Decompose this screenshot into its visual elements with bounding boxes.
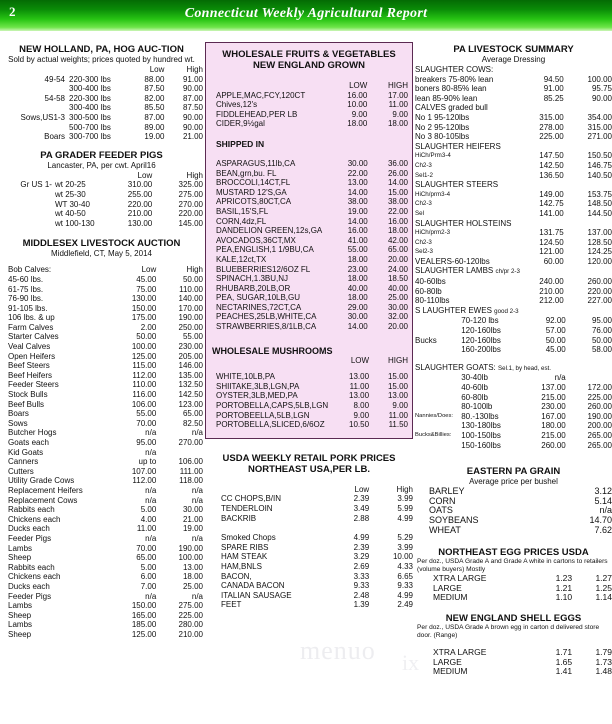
table-row: BACON, 3.33 6.65 bbox=[221, 571, 413, 581]
table-row: VEALERS-60-120lbs 60.00 120.00 bbox=[415, 256, 612, 266]
table-row: PORTOBELLA,CAPS,5LB,LGN 8.00 9.00 bbox=[216, 401, 408, 411]
livestock-title: PA LIVESTOCK SUMMARY bbox=[453, 44, 574, 55]
table-row: Open Heifers 125.00 205.00 bbox=[8, 351, 203, 361]
shipped-in-label: SHIPPED IN bbox=[216, 138, 265, 149]
middlesex-title: MIDDLESEX LIVESTOCK AUCTION bbox=[22, 238, 181, 250]
table-row: 70-120 lbs 92.00 95.00 bbox=[461, 316, 612, 326]
egg-usda-note: Per doz., USDA Grade A and Grade A white in cartons to retailers (volume buyers) Mostly bbox=[417, 558, 608, 574]
fruits-veg-title: WHOLESALE FRUITS & VEGETABLES bbox=[222, 49, 396, 60]
table-header-row bbox=[205, 485, 413, 495]
table-row: Canners up to 106.00 bbox=[8, 457, 203, 467]
table-row: WHITE,10LB,PA 13.00 15.00 bbox=[216, 372, 408, 382]
table-row: Cutters 107.00 111.00 bbox=[8, 466, 203, 476]
group-label-row bbox=[415, 306, 612, 317]
page-body bbox=[0, 36, 612, 724]
table-row: Sel2-3 121.00 124.25 bbox=[415, 247, 612, 257]
page-number: 2 bbox=[9, 4, 16, 19]
table-row: PEA,ENGLISH,1 1/9BU,CA 55.00 65.00 bbox=[216, 245, 408, 255]
table-row: No 2 95-120lbs 278.00 315.00 bbox=[415, 122, 612, 132]
table-row: 40-60lb 137.00 172.00 bbox=[461, 383, 612, 392]
table-row: LARGE 1.21 1.25 bbox=[433, 582, 612, 593]
egg-usda-title: NORTHEAST EGG PRICES USDA bbox=[438, 547, 589, 559]
table-row: 106 lbs. & up 175.00 190.00 bbox=[8, 313, 203, 323]
fruits-veg-subtitle: NEW ENGLAND GROWN bbox=[253, 60, 365, 71]
col-head-high: HIGH bbox=[388, 81, 408, 90]
table-row: 300-400 lbs 87.50 90.00 bbox=[69, 84, 203, 94]
table-row: HiCh/prm2-3 131.75 137.00 bbox=[415, 228, 612, 238]
feeder-pigs-table bbox=[0, 171, 203, 229]
ewes-table bbox=[415, 306, 612, 355]
table-row: Smoked Chops 4.99 5.29 bbox=[221, 533, 413, 543]
table-row: Chickens each 4.00 21.00 bbox=[8, 514, 203, 524]
table-row: 150-160lbs 260.00 265.00 bbox=[461, 440, 612, 450]
feeder-pigs-title: PA GRADER FEEDER PIGS bbox=[40, 149, 163, 161]
table-row: Bucks&Billies: 100-150lbs 215.00 265.00 bbox=[415, 430, 612, 440]
table-row: CORN,4dz,FL 14.00 16.00 bbox=[216, 216, 408, 226]
table-row: wt 25-30 255.00 275.00 bbox=[54, 189, 203, 199]
section-feeder-pigs bbox=[0, 150, 203, 229]
watermark-text-2: ix bbox=[402, 650, 420, 675]
col-head-high: High bbox=[186, 65, 203, 74]
group-label-row: SLAUGHTER STEERS bbox=[415, 180, 499, 190]
table-row: SPINACH,1.3BU,NJ 18.00 18.50 bbox=[216, 274, 408, 284]
section-northeast-egg-prices bbox=[415, 547, 612, 603]
table-row: DANDELION GREEN,12s,GA 16.00 18.00 bbox=[216, 226, 408, 236]
table-row: BASIL,15'S,FL 19.00 22.00 bbox=[216, 206, 408, 216]
goats-label: SLAUGHTER GOATS: bbox=[415, 362, 496, 372]
table-row: Sheep 125.00 210.00 bbox=[8, 629, 203, 639]
table-row: 120-160lbs 57.00 76.00 bbox=[461, 326, 612, 336]
col-head-high: High bbox=[186, 265, 203, 275]
ewes-label: S LAUGHTER EWES bbox=[415, 305, 492, 315]
table-row: 500-700 lbs 89.00 90.00 bbox=[69, 122, 203, 132]
table-row: WT 30-40 220.00 270.00 bbox=[54, 199, 203, 209]
table-row: Chickens each 6.00 18.00 bbox=[8, 572, 203, 582]
group-label-row: SLAUGHTER HOLSTEINS bbox=[415, 218, 512, 228]
col-head-weight bbox=[69, 65, 126, 75]
table-row: Ch2-3 142.50 146.75 bbox=[415, 160, 612, 170]
col-head-category: Bob Calves: bbox=[8, 265, 52, 275]
group-label-row bbox=[415, 363, 612, 374]
table-row: BARLEY 3.12 bbox=[429, 486, 612, 497]
table-row: lean 85-90% lean 85.25 90.00 bbox=[415, 93, 612, 103]
table-row: Ducks each 11.00 19.00 bbox=[8, 524, 203, 534]
page-banner bbox=[0, 0, 612, 31]
table-row: Gr US 1- wt 20-25 310.00 325.00 bbox=[20, 180, 203, 190]
table-row: Replacement Heifers n/a n/a bbox=[8, 485, 203, 495]
table-row: OYSTER,3LB,MED,PA 13.00 13.00 bbox=[216, 391, 408, 401]
table-header-row bbox=[0, 265, 203, 275]
table-row: CC CHOPS,B/IN 2.39 3.99 bbox=[221, 494, 413, 504]
right-column bbox=[415, 36, 612, 679]
table-row: TENDERLOIN 3.49 5.99 bbox=[221, 504, 413, 513]
mushrooms-table bbox=[210, 356, 408, 430]
hog-auction-title: NEW HOLLAND, PA, HOG AUC-TION bbox=[19, 44, 184, 55]
col-head-high: High bbox=[186, 170, 203, 180]
table-row: Sheep 65.00 100.00 bbox=[8, 553, 203, 563]
table-row: boners 80-85% lean 91.00 95.75 bbox=[415, 84, 612, 94]
lambs-label: SLAUGHTER LAMBS bbox=[415, 266, 494, 276]
col-head-high: HIGH bbox=[388, 355, 408, 365]
table-row: LARGE 1.65 1.73 bbox=[433, 656, 612, 667]
feeder-pigs-subtitle: Lancaster, PA, per cwt. April16 bbox=[47, 160, 156, 170]
table-row: APRICOTS,80CT,CA 38.00 38.00 bbox=[216, 197, 408, 207]
table-row: PORTOBELLA,SLICED,6/6OZ 10.50 11.50 bbox=[216, 420, 408, 430]
table-row: Beef Heifers 112.00 135.00 bbox=[8, 370, 203, 380]
table-row: Ch2-3 124.50 128.50 bbox=[415, 237, 612, 247]
col-head-class bbox=[0, 65, 69, 75]
table-row: 61-75 lbs. 75.00 110.00 bbox=[8, 284, 203, 294]
table-row: 160-200lbs 45.00 58.00 bbox=[461, 345, 612, 355]
table-row: Veal Calves 100.00 230.00 bbox=[8, 342, 203, 352]
goats-grade-note: Sel.1, by head, est. bbox=[498, 364, 551, 372]
table-row: wt 40-50 210.00 220.00 bbox=[54, 209, 203, 219]
livestock-subtitle: Average Dressing bbox=[481, 55, 546, 64]
table-row: 91-105 lbs. 150.00 170.00 bbox=[8, 303, 203, 313]
table-row: Butcher Hogs n/a n/a bbox=[8, 428, 203, 438]
table-row: 76-90 lbs. 130.00 140.00 bbox=[8, 294, 203, 304]
table-row: SPARE RIBS 2.39 3.99 bbox=[221, 542, 413, 552]
table-row: AVOCADOS,36CT,MX 41.00 42.00 bbox=[216, 235, 408, 245]
table-row: Boars 300-700 lbs 19.00 21.00 bbox=[44, 132, 203, 142]
group-label-row bbox=[415, 266, 612, 277]
table-row: Feeder Pigs n/a n/a bbox=[8, 591, 203, 601]
table-row: Ducks each 7.00 25.00 bbox=[8, 581, 203, 591]
table-row: CIDER,9½gal 18.00 18.00 bbox=[216, 119, 408, 129]
table-row: Rabbits each 5.00 13.00 bbox=[8, 562, 203, 572]
table-row: Sel1-2 136.50 140.50 bbox=[415, 170, 612, 180]
grain-title: EASTERN PA GRAIN bbox=[466, 466, 561, 478]
table-row: 80-100lb 230.00 260.00 bbox=[461, 402, 612, 412]
table-row: Bucks 120-160lbs 50.00 50.00 bbox=[415, 335, 612, 345]
table-row: STRAWBERRIES,8/1LB,CA 14.00 20.00 bbox=[216, 322, 408, 332]
table-row: SHIITAKE,3LB,LGN,PA 11.00 15.00 bbox=[216, 381, 408, 391]
pork-title: USDA WEEKLY RETAIL PORK PRICES bbox=[222, 452, 396, 464]
table-row: RHUBARB,20LB,OR 40.00 40.00 bbox=[216, 283, 408, 293]
table-row: No 1 95-120lbs 315.00 354.00 bbox=[415, 112, 612, 122]
section-middlesex-auction bbox=[0, 238, 203, 639]
table-row: HAM,BNLS 2.69 4.33 bbox=[221, 561, 413, 571]
table-row: Nannies/Does: 80.-130lbs 167.00 190.00 bbox=[415, 411, 612, 421]
table-row: PEA, SUGAR,10LB,GU 18.00 25.00 bbox=[216, 293, 408, 303]
table-row: Chives,12's 10.00 11.00 bbox=[216, 100, 408, 110]
table-row: 49-54 220-300 lbs 88.00 91.00 bbox=[44, 74, 203, 84]
table-row: Rabbits each 5.00 30.00 bbox=[8, 505, 203, 515]
table-row: Goats each 95.00 270.00 bbox=[8, 438, 203, 447]
table-row: PORTOBEELLA,5LB,LGN 9.00 11.00 bbox=[216, 410, 408, 420]
table-row: XTRA LARGE 1.71 1.79 bbox=[433, 646, 612, 657]
table-row: 80-110lbs 212.00 227.00 bbox=[415, 296, 612, 306]
table-row: 45-60 lbs. 45.00 50.00 bbox=[8, 274, 203, 284]
table-row: MEDIUM 1.41 1.48 bbox=[433, 666, 612, 677]
egg-ne-title: NEW ENGLAND SHELL EGGS bbox=[445, 612, 582, 624]
table-row: HAM STEAK 3.29 10.00 bbox=[221, 552, 413, 562]
table-row: OATS n/a bbox=[429, 505, 612, 516]
table-row: MUSTARD 12'S,GA 14.00 15.00 bbox=[216, 187, 408, 197]
grain-table bbox=[415, 487, 612, 535]
table-row: Feeder Pigs n/a n/a bbox=[8, 533, 203, 543]
table-row: 54-58 220-300 lbs 82.00 87.00 bbox=[44, 93, 203, 103]
table-row: WHEAT 7.62 bbox=[429, 524, 612, 535]
col-head-low: Low bbox=[149, 65, 165, 74]
middlesex-table bbox=[0, 265, 203, 639]
section-hog-auction bbox=[0, 44, 203, 142]
hog-auction-table bbox=[0, 65, 203, 142]
table-row: Lambs 150.00 275.00 bbox=[8, 601, 203, 611]
section-pork-prices bbox=[205, 453, 413, 610]
table-row: Beef Bulls 106.00 123.00 bbox=[8, 399, 203, 409]
table-row: Stock Bulls 116.00 142.50 bbox=[8, 390, 203, 400]
table-row: 60-80lb 215.00 225.00 bbox=[461, 392, 612, 402]
col-head-low: Low bbox=[354, 484, 370, 494]
table-header-row bbox=[0, 65, 203, 75]
egg-usda-table bbox=[415, 574, 612, 603]
table-row: Sheep 165.00 225.00 bbox=[8, 610, 203, 620]
mushrooms-title: WHOLESALE MUSHROOMS bbox=[212, 345, 333, 356]
table-row: 60-80lb 210.00 220.00 bbox=[415, 286, 612, 296]
table-row: 40-60lbs 240.00 260.00 bbox=[415, 277, 612, 287]
table-header-row bbox=[0, 171, 203, 181]
group-label-row: SLAUGHTER HEIFERS bbox=[415, 141, 501, 151]
group-label-row: CALVES graded bull bbox=[415, 103, 488, 113]
table-row: CANADA BACON 9.33 9.33 bbox=[221, 581, 413, 591]
table-row: Utility Grade Cows 112.00 118.00 bbox=[8, 476, 203, 486]
table-row: Ch2-3 142.75 148.50 bbox=[415, 199, 612, 209]
table-row: ITALIAN SAUSAGE 2.48 4.99 bbox=[221, 590, 413, 600]
lambs-grade-note: ch/pr 2-3 bbox=[495, 268, 520, 276]
table-row: Farm Calves 2.00 250.00 bbox=[8, 322, 203, 332]
table-row: Sel 141.00 144.50 bbox=[415, 208, 612, 218]
col-head-low: Low bbox=[141, 265, 157, 275]
section-eastern-pa-grain bbox=[415, 466, 612, 535]
fruits-veg-table bbox=[210, 81, 408, 129]
table-row: Boars 55.00 65.00 bbox=[8, 409, 203, 419]
table-row: HiCh/Prm3-4 147.50 150.50 bbox=[415, 151, 612, 161]
table-row: FIDDLEHEAD,PER LB 9.00 9.00 bbox=[216, 109, 408, 119]
table-row: BROCCOLI,14CT,FL 13.00 14.00 bbox=[216, 178, 408, 188]
ewes-grade-note: good 2-3 bbox=[494, 307, 519, 315]
section-pa-livestock bbox=[415, 44, 612, 450]
col-head-low: LOW bbox=[350, 355, 370, 365]
table-row: XTRA LARGE 1.23 1.27 bbox=[433, 573, 612, 584]
table-row: BLUEBERRIES12/6OZ FL 23.00 24.00 bbox=[216, 264, 408, 274]
table-header-row bbox=[210, 81, 408, 91]
pork-subtitle: NORTHEAST USA,PER LB. bbox=[248, 463, 370, 475]
pork-table bbox=[205, 485, 413, 610]
table-row: APPLE,MAC,FCY,120CT 16.00 17.00 bbox=[216, 90, 408, 100]
table-row: 130-180lbs 180.00 200.00 bbox=[461, 421, 612, 431]
goats-table bbox=[415, 363, 612, 450]
middlesex-subtitle: Middlefield, CT, May 5, 2014 bbox=[51, 249, 152, 259]
table-row: Feeder Steers 110.00 132.50 bbox=[8, 380, 203, 390]
table-row: Replacement Cows n/a n/a bbox=[8, 495, 203, 505]
table-row: MEDIUM 1.10 1.14 bbox=[433, 592, 612, 603]
table-row: No 3 80-105lbs 225.00 271.00 bbox=[415, 132, 612, 142]
hog-auction-subtitle: Sold by actual weights; prices quoted by hundred wt. bbox=[8, 55, 195, 64]
col-head-low: LOW bbox=[349, 81, 368, 90]
table-row: Lambs 185.00 280.00 bbox=[8, 620, 203, 630]
table-row: breakers 75-80% lean 94.50 100.00 bbox=[415, 74, 612, 84]
table-row: Beef Steers 115.00 146.00 bbox=[8, 361, 203, 371]
table-row: Sows,US1-3 300-500 lbs 87.00 90.00 bbox=[20, 112, 203, 122]
middle-column bbox=[205, 36, 413, 612]
egg-ne-note: Per doz., USDA Grade A brown egg in carton d delivered store door. (Range) bbox=[417, 623, 600, 639]
table-row: wt 100-130 130.00 145.00 bbox=[54, 218, 203, 228]
table-row: ASPARAGUS,11lb,CA 30.00 36.00 bbox=[216, 158, 408, 168]
table-row: Lambs 70.00 190.00 bbox=[8, 543, 203, 553]
table-row: PEACHES,25LB,WHITE,CA 30.00 32.00 bbox=[216, 312, 408, 322]
watermark-text: menuo bbox=[300, 636, 376, 665]
table-row: BACKRIB 2.88 4.99 bbox=[221, 513, 413, 523]
table-row: BEAN,grn,bu. FL 22.00 26.00 bbox=[216, 168, 408, 178]
grain-subtitle: Average price per bushel bbox=[469, 477, 558, 487]
col-head-high: High bbox=[396, 484, 413, 494]
shipped-in-table bbox=[210, 159, 408, 332]
table-row: Sows 70.00 82.50 bbox=[8, 418, 203, 428]
col-head-low: Low bbox=[137, 170, 153, 180]
egg-ne-table bbox=[415, 648, 612, 677]
table-row: HiCh/prm3-4 149.00 153.75 bbox=[415, 189, 612, 199]
report-title: Connecticut Weekly Agricultural Report bbox=[184, 6, 428, 21]
table-row: Starter Calves 50.00 55.00 bbox=[8, 332, 203, 342]
table-row: CORN 5.14 bbox=[429, 495, 612, 506]
table-row: SOYBEANS 14.70 bbox=[429, 514, 612, 525]
wholesale-produce-box bbox=[205, 42, 413, 439]
group-label-row: SLAUGHTER COWS: bbox=[415, 65, 494, 74]
table-row: 300-400 lbs 85.50 87.50 bbox=[69, 103, 203, 113]
table-row: NECTARINES,72CT,CA 29.00 30.00 bbox=[216, 302, 408, 312]
table-row: Kid Goats n/a bbox=[8, 447, 157, 457]
table-row: FEET 1.39 2.49 bbox=[221, 600, 413, 610]
table-row: 30-40lb n/a bbox=[461, 373, 566, 383]
livestock-table bbox=[415, 65, 612, 306]
left-column bbox=[0, 36, 203, 641]
table-row: KALE,12ct,TX 18.00 20.00 bbox=[216, 254, 408, 264]
section-new-england-shell-eggs bbox=[415, 613, 612, 677]
table-header-row bbox=[210, 356, 408, 366]
